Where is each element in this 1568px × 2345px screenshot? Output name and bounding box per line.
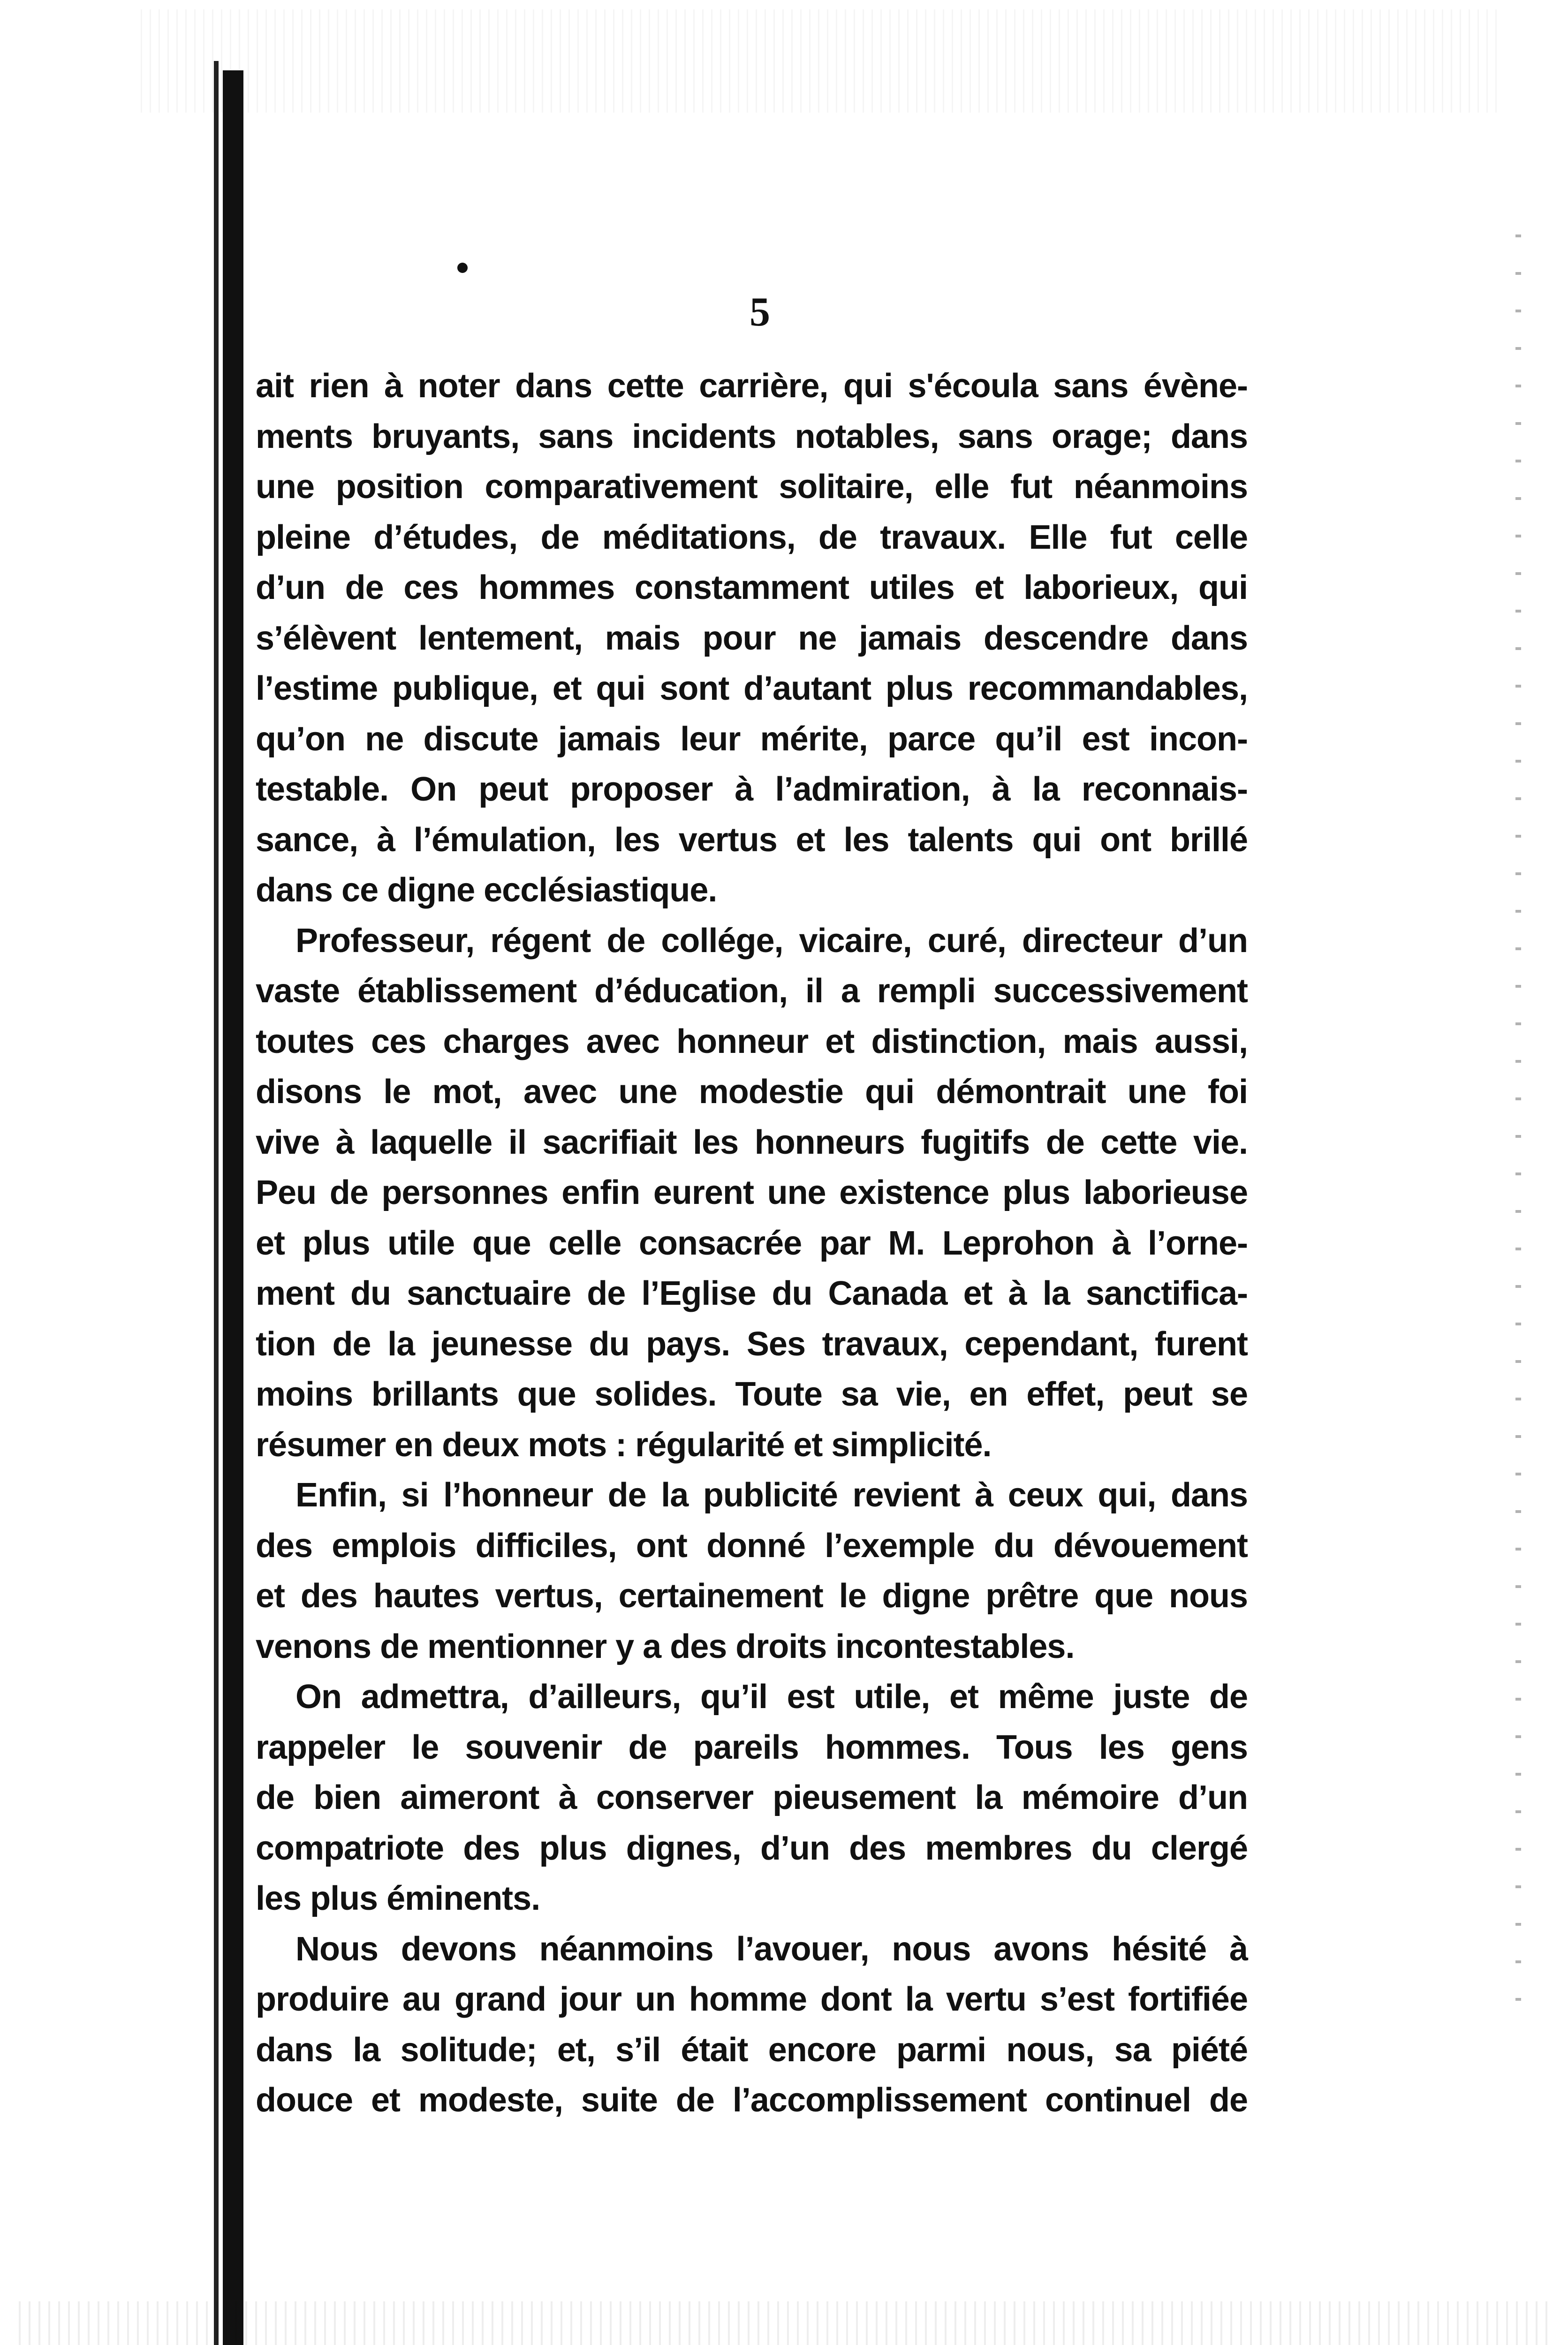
text-line: ments bruyants, sans incidents notables, sans orage; dans — [256, 417, 1248, 455]
text-line: ment du sanctuaire de l’Eglise du Canada et à la sanctifica- — [256, 1275, 1248, 1312]
text-line: l’estime publique, et qui sont d’autant plus recommandables, — [256, 670, 1248, 707]
page-body — [256, 361, 1248, 2126]
ink-speck — [457, 263, 468, 273]
text-line: moins brillants que solides. Toute sa vie, en effet, peut se — [256, 1376, 1248, 1413]
text-line: testable. On peut proposer à l’admiration, à la reconnais- — [256, 771, 1248, 808]
text-line: dans la solitude; et, s’il était encore parmi nous, sa piété — [256, 2031, 1248, 2069]
binding-shadow-thin — [214, 61, 219, 2345]
text-line: rappeler le souvenir de pareils hommes. Tous les gens — [256, 1728, 1248, 1766]
text-line: qu’on ne discute jamais leur mérite, parce qu’il est incon- — [256, 720, 1248, 758]
text-line: Peu de personnes enfin eurent une existence plus laborieuse — [256, 1174, 1248, 1211]
text-line: venons de mentionner y a des droits incontestables. — [256, 1627, 1075, 1665]
text-line: dans ce digne ecclésiastique. — [256, 871, 717, 909]
text-line: les plus éminents. — [256, 1880, 540, 1917]
text-line: une position comparativement solitaire, elle fut néanmoins — [256, 468, 1248, 506]
text-line: Professeur, régent de collége, vicaire, curé, directeur d’un — [295, 922, 1248, 960]
text-line: Enfin, si l’honneur de la publicité revient à ceux qui, dans — [295, 1476, 1248, 1514]
text-line: compatriote des plus dignes, d’un des membres du clergé — [256, 1829, 1248, 1867]
text-line: et des hautes vertus, certainement le digne prêtre que nous — [256, 1577, 1248, 1615]
text-line: ait rien à noter dans cette carrière, qui s'écoula sans évène- — [256, 367, 1248, 405]
text-line: sance, à l’émulation, les vertus et les talents qui ont brillé — [256, 821, 1248, 859]
text-line: tion de la jeunesse du pays. Ses travaux, cependant, furent — [256, 1325, 1248, 1363]
text-line: vaste établissement d’éducation, il a rempli successivement — [256, 972, 1248, 1010]
text-line: On admettra, d’ailleurs, qu’il est utile, et même juste de — [295, 1678, 1248, 1716]
text-line: vive à laquelle il sacrifiait les honneurs fugitifs de cette vie. — [256, 1123, 1248, 1161]
text-line: de bien aimeront à conserver pieusement la mémoire d’un — [256, 1779, 1248, 1816]
text-line: douce et modeste, suite de l’accomplissement continuel de — [256, 2081, 1248, 2119]
text-line: Nous devons néanmoins l’avouer, nous avons hésité à — [295, 1930, 1248, 1968]
text-line: pleine d’études, de méditations, de travaux. Elle fut celle — [256, 518, 1248, 556]
text-line: et plus utile que celle consacrée par M. Leprohon à l’orne- — [256, 1224, 1248, 1262]
text-line: toutes ces charges avec honneur et distinction, mais aussi, — [256, 1022, 1248, 1060]
text-line: d’un de ces hommes constamment utiles et laborieux, qui — [256, 569, 1248, 606]
text-line: résumer en deux mots : régularité et simplicité. — [256, 1426, 992, 1464]
text-line: produire au grand jour un homme dont la vertu s’est fortifiée — [256, 1981, 1248, 2018]
binding-shadow — [223, 70, 243, 2345]
text-line: des emplois difficiles, ont donné l’exemple du dévouement — [256, 1527, 1248, 1565]
text-line: s’élèvent lentement, mais pour ne jamais descendre dans — [256, 619, 1248, 657]
text-line: disons le mot, avec une modestie qui démontrait une foi — [256, 1073, 1248, 1111]
scan-noise-top — [141, 9, 1501, 113]
page-number: 5 — [750, 289, 770, 335]
scan-noise-bottom — [19, 2301, 1548, 2345]
scan-noise-right — [1515, 234, 1521, 2017]
